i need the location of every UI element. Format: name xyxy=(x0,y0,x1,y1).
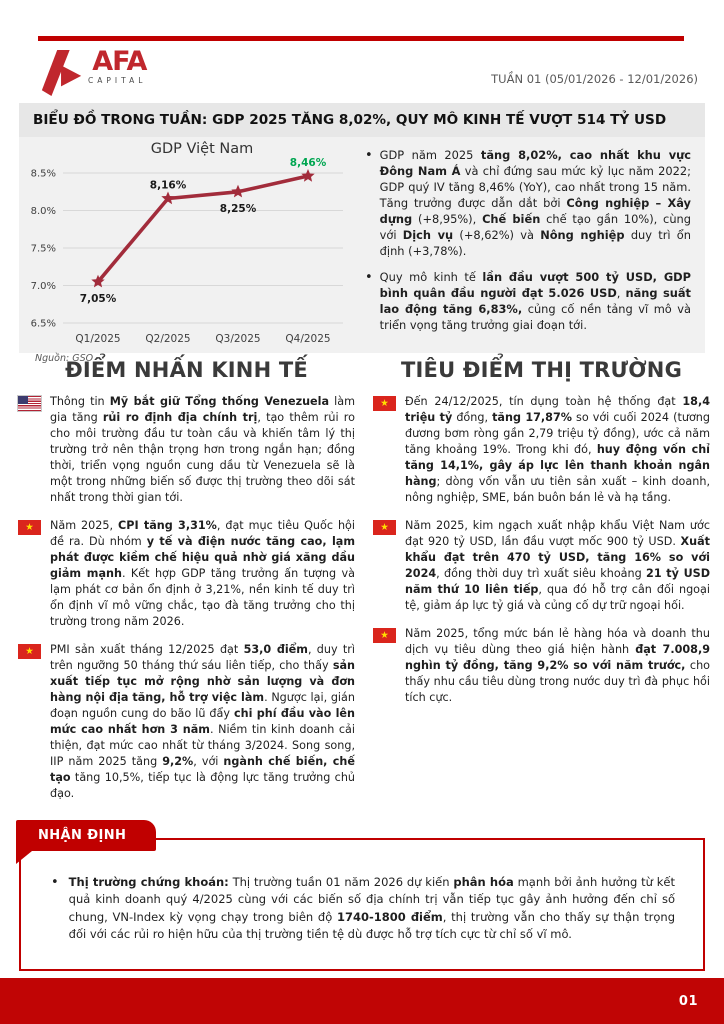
chart-bullet-list xyxy=(355,139,697,370)
economy-items xyxy=(18,394,355,802)
chart-of-week-panel xyxy=(19,103,705,364)
vietnam-flag-icon xyxy=(373,520,396,535)
vietnam-flag-icon xyxy=(18,520,41,535)
economy-column-title: ĐIỂM NHẤN KINH TẾ xyxy=(65,358,308,382)
news-item xyxy=(18,518,355,630)
market-items xyxy=(373,394,710,706)
footer-bar xyxy=(0,978,724,1024)
bullet-item xyxy=(365,269,691,333)
bullet-icon: • xyxy=(51,875,59,890)
gdp-line-chart xyxy=(23,157,355,349)
assessment-box xyxy=(19,838,705,971)
bullet-item xyxy=(365,147,691,260)
vietnam-flag-icon xyxy=(373,628,396,643)
svg-text:Q4/2025: Q4/2025 xyxy=(285,333,331,345)
svg-text:8,25%: 8,25% xyxy=(219,202,257,215)
top-divider xyxy=(38,36,684,41)
vietnam-flag-icon xyxy=(373,396,396,411)
news-text: Thông tin Mỹ bắt giữ Tổng thống Venezuela làm gia tăng rủi ro định địa chính trị, tạo thêm rủi ro cho môi trường đầu tư toàn cầu và khiến tâm lý thị trường trở nên thận trọng hơn trong ngắn hạn; đồng thời, triển vọng nguồn cung dầu từ Venezuela sẽ là một trong những biến số được thị trường theo dõi sát nhất trong thời gian tới. xyxy=(50,395,355,505)
news-text: PMI sản xuất tháng 12/2025 đạt 53,0 điểm, duy trì trên ngưỡng 50 tháng thứ sáu liên tiếp, cho thấy sản xuất tiếp tục mở rộng nhờ sản lượng và đơn hàng nội địa tăng, hỗ trợ việc làm. Ngược lại, gián đoạn nguồn cung do bão lũ đẩy chi phí đầu vào lên mức cao nhất hơn 3 năm. Niềm tin kinh doanh cải thiện, đạt mức cao nhất từ tháng 3/2024. Song song, IIP năm 2025 tăng 9,2%, với ngành chế biến, chế tạo tăng 10,5%, tiếp tục là động lực tăng trưởng chủ đạo. xyxy=(50,643,356,801)
svg-text:Q2/2025: Q2/2025 xyxy=(145,333,191,345)
news-item xyxy=(18,642,355,802)
bullet-text: GDP năm 2025 tăng 8,02%, cao nhất khu vực Đông Nam Á và chỉ đứng sau mức kỷ lục năm 2022; GDP quý IV tăng 8,46% (YoY), cao nhất trong 15 năm. Tăng trưởng được dẫn dắt bởi Công nghiệp – Xây dựng (+8,95%), Chế biến chế tạo gần 10%), cùng với Dịch vụ (+8,62%) và Nông nghiệp duy trì ổn định (+3,78%). xyxy=(379,148,692,259)
assessment-section xyxy=(19,828,705,971)
svg-text:8,16%: 8,16% xyxy=(149,179,187,192)
svg-text:7.0%: 7.0% xyxy=(30,281,56,292)
assessment-ribbon: NHẬN ĐỊNH xyxy=(16,820,156,851)
news-item xyxy=(373,626,710,706)
bullet-icon: • xyxy=(365,148,373,163)
svg-text:7.5%: 7.5% xyxy=(30,243,56,255)
news-text: Năm 2025, kim ngạch xuất nhập khẩu Việt Nam ước đạt 920 tỷ USD, lần đầu vượt mốc 900 tỷ USD. Xuất khẩu đạt trên 470 tỷ USD, tăng 16% so với 2024, đồng thời duy trì xuất siêu khoảng 21 tỷ USD năm thứ 10 liên tiếp, qua đó hỗ trợ cân đối ngoại tệ, giảm áp lực tỷ giá và củng cố dự trữ ngoại hối. xyxy=(405,519,710,613)
page-number: 01 xyxy=(678,993,698,1009)
svg-text:8,46%: 8,46% xyxy=(289,157,327,169)
market-column xyxy=(373,356,710,814)
news-item xyxy=(18,394,355,506)
assessment-bullet-list xyxy=(51,874,675,943)
brand-name: AFA xyxy=(92,46,147,77)
safa-capital-logo xyxy=(40,48,146,96)
chart-column xyxy=(23,139,355,370)
two-column-section xyxy=(18,356,710,814)
svg-text:Q3/2025: Q3/2025 xyxy=(215,333,261,345)
us-flag-icon xyxy=(18,396,41,411)
bullet-icon: • xyxy=(365,269,373,285)
svg-text:8.5%: 8.5% xyxy=(30,168,56,180)
header xyxy=(40,48,698,96)
bullet-text: Quy mô kinh tế lần đầu vượt 500 tỷ USD, GDP bình quân đầu người đạt 5.026 USD, năng suất lao động tăng 6,83%, củng cố nền tảng vĩ mô và triển vọng tăng trưởng giai đoạn tới. xyxy=(379,269,692,332)
news-item xyxy=(373,394,710,506)
news-text: Đến 24/12/2025, tín dụng toàn hệ thống đạt 18,4 triệu tỷ đồng, tăng 17,87% so với cuối 2024 (tương đương bơm ròng gần 2,79 triệu tỷ đồng), ước cả năm tăng khoảng 19%. Trong khi đó, huy động vốn chỉ tăng 14,1%, gây áp lực lên thanh khoản ngân hàng; dòng vốn vẫn ưu tiên sản xuất – kinh doanh, nông nghiệp, SME, bán buôn bán lẻ và hạ tầng. xyxy=(405,395,710,505)
logo-mark-icon xyxy=(40,50,84,96)
news-item xyxy=(373,518,710,614)
chart-source: Nguồn: GSO xyxy=(35,353,94,364)
week-label: TUẦN 01 (05/01/2026 - 12/01/2026) xyxy=(491,72,698,86)
market-column-title: TIÊU ĐIỂM THỊ TRƯỜNG xyxy=(400,358,683,382)
svg-text:7,05%: 7,05% xyxy=(79,292,117,305)
svg-text:8.0%: 8.0% xyxy=(30,206,56,217)
economy-column xyxy=(18,356,355,814)
chart-of-week-title: BIỂU ĐỒ TRONG TUẦN: GDP 2025 TĂNG 8,02%, QUY MÔ KINH TẾ VƯỢT 514 TỶ USD xyxy=(19,103,705,137)
news-text: Năm 2025, tổng mức bán lẻ hàng hóa và doanh thu dịch vụ tiêu dùng theo giá hiện hành đạt 7.008,9 nghìn tỷ đồng, tăng 9,2% so với năm trước, cho thấy nhu cầu tiêu dùng trong nước duy trì đà phục hồi tích cực. xyxy=(405,627,710,705)
chart-title: GDP Việt Nam xyxy=(150,141,254,157)
svg-text:6.5%: 6.5% xyxy=(30,318,56,330)
logo-text xyxy=(88,48,146,85)
news-text: Năm 2025, CPI tăng 3,31%, đạt mục tiêu Quốc hội đề ra. Dù nhóm y tế và điện nước tăng cao, lạm phát được kiềm chế hiệu quả nhờ giá xăng dầu giảm mạnh. Kết hợp GDP tăng trưởng ấn tượng và lạm phát cơ bản ổn định ở 3,21%, nền kinh tế duy trì ổn định vĩ mô vững chắc, tạo đà tăng trưởng cho thị trường trong năm 2026. xyxy=(50,519,355,629)
chart-of-week-body xyxy=(19,137,705,370)
svg-text:Q1/2025: Q1/2025 xyxy=(75,333,121,345)
vietnam-flag-icon xyxy=(18,644,41,659)
bullet-text: Thị trường chứng khoán: Thị trường tuần 01 năm 2026 dự kiến phân hóa mạnh bởi ảnh hưởng từ kết quả kinh doanh quý 4/2025 cùng với các biến số địa chính trị vẫn tiếp tục gây ảnh hưởng đến chỉ số chung, VN-Index kỳ vọng chạy trong biên độ 1740-1800 điểm, thị trường vẫn cho thấy sự thận trọng đối với các rủi ro hiện hữu của thị trường tiền tệ dù được hỗ trợ tích cực từ chỉ số vĩ mô. xyxy=(68,875,676,941)
brand-subtitle: CAPITAL xyxy=(88,76,147,85)
bullet-item xyxy=(51,874,675,943)
